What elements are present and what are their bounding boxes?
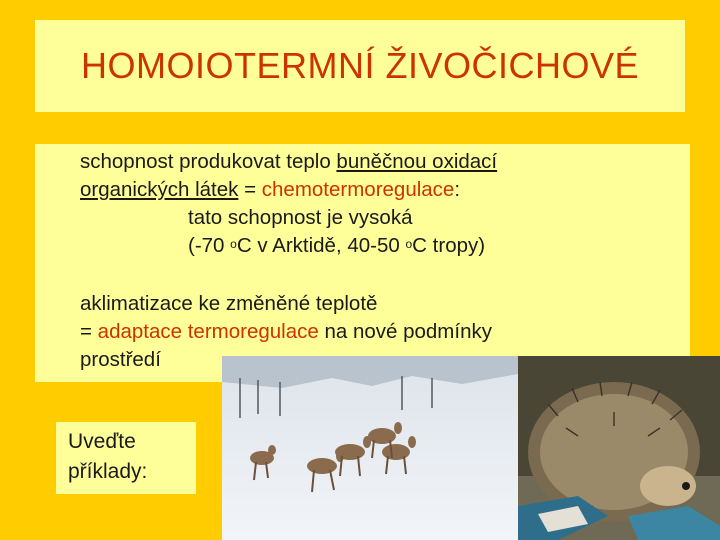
term-chemotermoregulace: chemotermoregulace (261, 178, 455, 201)
para1-line2 (80, 176, 680, 204)
temp-text-c: C tropy) (412, 234, 486, 257)
para1-line1 (80, 148, 680, 176)
para2-equals: = (80, 320, 98, 343)
para1-equals: = (238, 178, 262, 201)
para1-underlined-1: buněčnou oxidací (336, 150, 498, 173)
para2-text: na nové podmínky (318, 320, 492, 343)
temp-text-b: C v Arktidě, 40-50 (236, 234, 406, 257)
para1-underlined-2: organických látek (80, 178, 239, 201)
hedgehog-photo (518, 356, 720, 540)
para2-line1: aklimatizace ke změněné teplotě (80, 292, 378, 315)
term-adaptace: adaptace termoregulace (97, 320, 319, 343)
title-panel (35, 20, 685, 112)
para1-text: schopnost produkovat teplo (80, 150, 337, 173)
slide-title: HOMOIOTERMNÍ ŽIVOČICHOVÉ (80, 45, 639, 86)
deer-in-snow-photo (222, 356, 518, 540)
para1-colon: : (454, 178, 461, 201)
paragraph-gap (80, 260, 680, 290)
degree-sup-2: o (405, 237, 413, 251)
prompt-line-1: Uveďte (68, 430, 136, 453)
prompt-text (68, 427, 147, 487)
content-text (80, 148, 680, 374)
temp-text-a: (-70 (188, 234, 231, 257)
prompt-line-2: příklady: (68, 460, 148, 483)
para2-line2 (80, 318, 680, 346)
para1-line4 (80, 232, 680, 260)
para2-line3: prostředí (80, 348, 161, 371)
degree-sup-1: o (230, 237, 237, 251)
para1-line3: tato schopnost je vysoká (188, 206, 413, 229)
